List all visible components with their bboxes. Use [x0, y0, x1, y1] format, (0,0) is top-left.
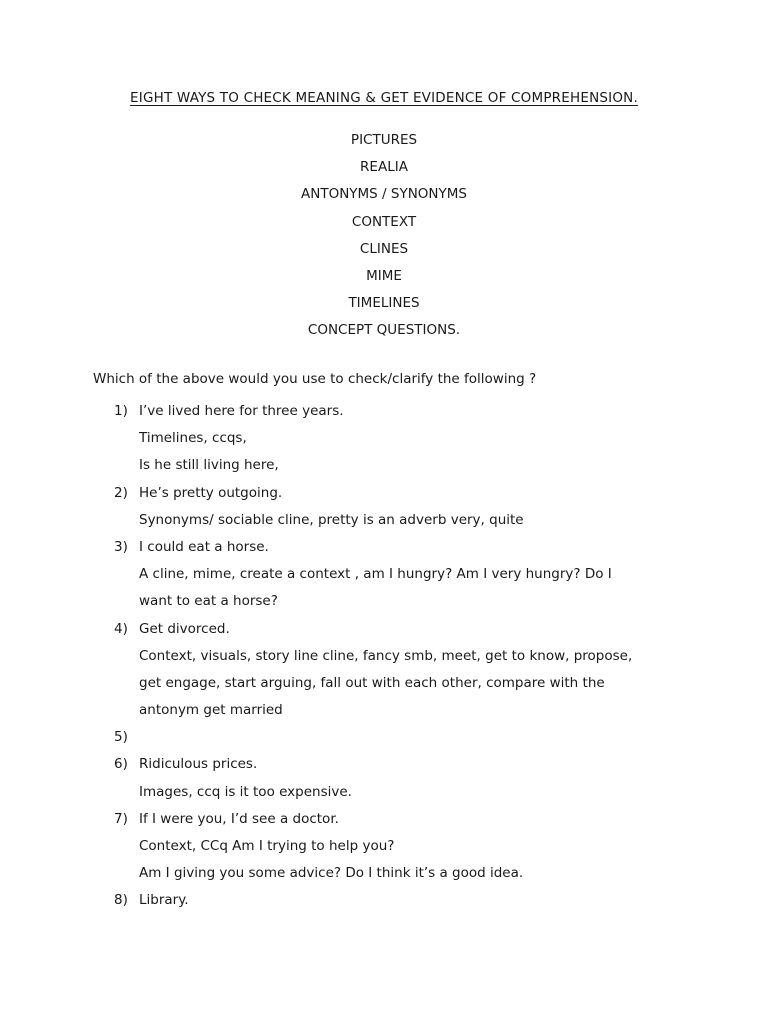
way-item: CONTEXT [351, 213, 417, 230]
item-number: 7) [114, 810, 128, 827]
item-number: 2) [114, 484, 128, 501]
item-text: get engage, start arguing, fall out with each other, compare with the [139, 674, 605, 691]
item-text: Context, visuals, story line cline, fancy smb, meet, get to know, propose, [139, 647, 633, 664]
item-text: Images, ccq is it too expensive. [139, 783, 352, 800]
ways-list [0, 127, 768, 345]
item-text: I could eat a horse. [139, 538, 269, 555]
item-text: Am I giving you some advice? Do I think it’s a good idea. [139, 865, 524, 882]
item-text: Ridiculous prices. [139, 756, 258, 773]
item-text: A cline, mime, create a context , am I hungry? Am I very hungry? Do I [139, 566, 612, 583]
way-item: ANTONYMS / SYNONYMS [300, 186, 467, 203]
item-text: Is he still living here, [139, 457, 279, 474]
way-item: PICTURES [350, 132, 418, 148]
way-item: CLINES [359, 240, 409, 257]
way-item: CONCEPT QUESTIONS. [307, 322, 461, 339]
item-text: antonym get married [139, 702, 283, 719]
item-text: I’ve lived here for three years. [139, 403, 344, 419]
item-number: 4) [114, 620, 128, 637]
way-item: TIMELINES [348, 295, 420, 312]
item-number: 6) [114, 756, 128, 773]
item-text: Library. [139, 892, 189, 909]
item-text: Get divorced. [139, 620, 230, 637]
item-text: If I were you, I’d see a doctor. [139, 810, 339, 827]
item-number: 1) [114, 403, 128, 419]
item-number: 5) [114, 729, 128, 746]
item-number: 3) [114, 538, 128, 555]
title-text: EIGHT WAYS TO CHECK MEANING & GET EVIDENCE OF COMPREHENSION. [130, 90, 638, 106]
item-text: Context, CCq Am I trying to help you? [139, 838, 395, 854]
question-text: Which of the above would you use to check/clarify the following ? [93, 371, 537, 387]
item-text: want to eat a horse? [139, 593, 278, 610]
item-text: He’s pretty outgoing. [139, 484, 283, 501]
item-text: Synonyms/ sociable cline, pretty is an adverb very, quite [139, 511, 524, 528]
item-number: 8) [114, 892, 128, 909]
way-item: REALIA [360, 159, 408, 176]
document-title [0, 90, 768, 106]
way-item: MIME [366, 267, 402, 284]
item-text: Timelines, ccqs, [139, 430, 247, 447]
